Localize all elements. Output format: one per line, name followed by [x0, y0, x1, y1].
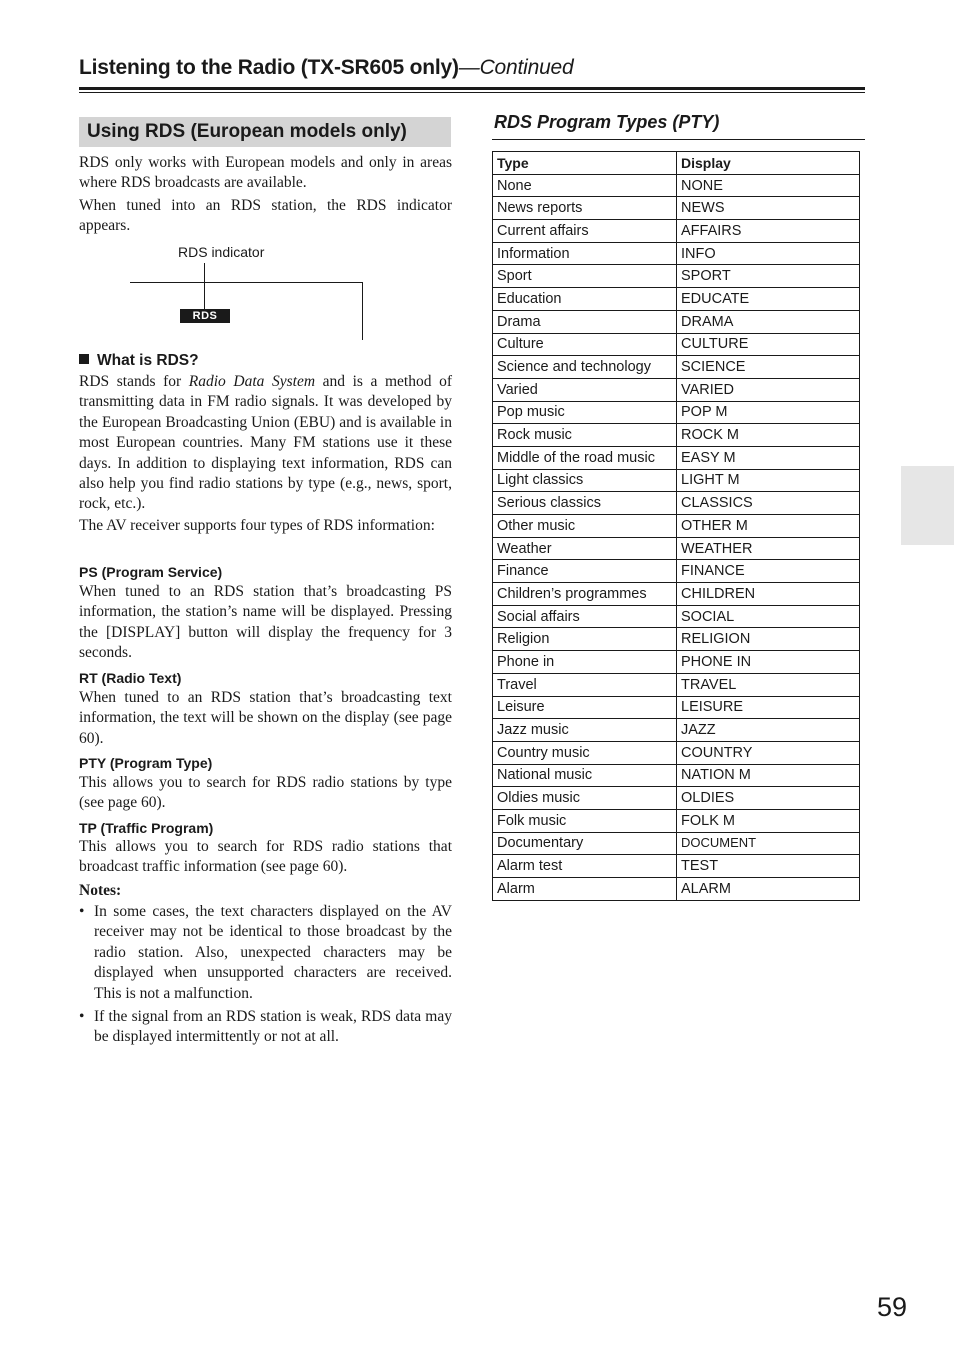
type-cell: National music [493, 764, 677, 787]
display-cell: WEATHER [677, 537, 860, 560]
display-cell: PHONE IN [677, 651, 860, 674]
type-cell: Religion [493, 628, 677, 651]
type-cell: Current affairs [493, 220, 677, 243]
header-rule-thin [79, 92, 865, 93]
display-cell: SCIENCE [677, 356, 860, 379]
table-row [493, 265, 860, 288]
table-row [493, 333, 860, 356]
table-row [493, 356, 860, 379]
type-cell: Drama [493, 310, 677, 333]
display-cell: RELIGION [677, 628, 860, 651]
type-cell: Documentary [493, 832, 677, 855]
type-cell: Social affairs [493, 605, 677, 628]
rds-indicator-label: RDS indicator [178, 244, 265, 260]
display-cell: ROCK M [677, 424, 860, 447]
type-cell: Country music [493, 741, 677, 764]
column-header-display: Display [677, 152, 860, 175]
table-row [493, 378, 860, 401]
table-row [493, 197, 860, 220]
type-cell: Rock music [493, 424, 677, 447]
display-cell: INFO [677, 242, 860, 265]
page-header-title [79, 56, 574, 80]
type-cell: Oldies music [493, 787, 677, 810]
table-row [493, 673, 860, 696]
type-cell: Culture [493, 333, 677, 356]
display-cell: SPORT [677, 265, 860, 288]
table-row [493, 560, 860, 583]
rt-text: When tuned to an RDS station that’s broadcasting text information, the text will be shown on the display (see page 60). [79, 689, 452, 747]
type-cell: Alarm test [493, 855, 677, 878]
display-outline-top [130, 282, 363, 283]
table-row [493, 492, 860, 515]
header-title-text: Listening to the Radio (TX-SR605 only) [79, 56, 459, 79]
display-cell: VARIED [677, 378, 860, 401]
table-row [493, 537, 860, 560]
type-cell: Leisure [493, 696, 677, 719]
type-cell: Other music [493, 515, 677, 538]
pty-text: This allows you to search for RDS radio stations by type (see page 60). [79, 774, 452, 812]
pty-table [492, 151, 860, 901]
pty-heading: PTY (Program Type) [79, 755, 213, 771]
page-number: 59 [877, 1292, 908, 1322]
table-row [493, 605, 860, 628]
table-row [493, 515, 860, 538]
type-cell: News reports [493, 197, 677, 220]
display-cell: FOLK M [677, 809, 860, 832]
rds-types-intro: The AV receiver supports four types of RDS information: [79, 517, 435, 534]
table-row [493, 696, 860, 719]
type-cell: Pop music [493, 401, 677, 424]
type-cell: Children’s programmes [493, 583, 677, 606]
display-cell: OTHER M [677, 515, 860, 538]
rt-heading: RT (Radio Text) [79, 670, 182, 686]
section-thumb-tab [901, 466, 954, 545]
display-cell: NONE [677, 174, 860, 197]
header-rule [79, 87, 865, 90]
type-cell: Serious classics [493, 492, 677, 515]
type-cell: Light classics [493, 469, 677, 492]
type-cell: Jazz music [493, 719, 677, 742]
table-row [493, 651, 860, 674]
display-cell: FINANCE [677, 560, 860, 583]
section-title: Using RDS (European models only) [87, 121, 407, 142]
table-row [493, 764, 860, 787]
type-cell: Phone in [493, 651, 677, 674]
table-row [493, 401, 860, 424]
table-row [493, 855, 860, 878]
type-cell: Science and technology [493, 356, 677, 379]
table-row [493, 832, 860, 855]
bullet-icon: • [79, 903, 85, 920]
display-cell: AFFAIRS [677, 220, 860, 243]
note-item: • If the signal from an RDS station is weak, RDS data may be displayed intermittently or not at all. [79, 1008, 452, 1046]
rds-indicator-badge: RDS [180, 309, 230, 323]
notes-heading: Notes: [79, 882, 122, 899]
table-row [493, 469, 860, 492]
type-cell: Information [493, 242, 677, 265]
display-cell: POP M [677, 401, 860, 424]
type-cell: Travel [493, 673, 677, 696]
type-cell: None [493, 174, 677, 197]
table-row [493, 878, 860, 901]
display-cell: CULTURE [677, 333, 860, 356]
type-cell: Sport [493, 265, 677, 288]
table-row [493, 288, 860, 311]
type-cell: Education [493, 288, 677, 311]
tp-text: This allows you to search for RDS radio stations that broadcast traffic information (see page 60). [79, 838, 452, 876]
what-is-rds-paragraph: RDS stands for Radio Data System and is a method of transmitting data in FM radio signals. It was developed by the European Broadcasting Union (EBU) and is available in most European countries. Many FM stations use it these days. In addition to displaying text information, RDS can also help you find radio stations by type (e.g., news, sport, rock, etc.). [79, 373, 452, 513]
display-cell: SOCIAL [677, 605, 860, 628]
table-row [493, 741, 860, 764]
type-cell: Folk music [493, 809, 677, 832]
display-cell: OLDIES [677, 787, 860, 810]
square-bullet-icon [79, 354, 89, 364]
type-cell: Alarm [493, 878, 677, 901]
display-cell: NEWS [677, 197, 860, 220]
display-cell: COUNTRY [677, 741, 860, 764]
display-cell: DOCUMENT [677, 832, 860, 855]
display-cell: DRAMA [677, 310, 860, 333]
ps-heading: PS (Program Service) [79, 564, 223, 580]
type-cell: Middle of the road music [493, 446, 677, 469]
display-cell: TEST [677, 855, 860, 878]
intro-paragraph-1: RDS only works with European models and only in areas where RDS broadcasts are available. [79, 154, 452, 192]
table-row [493, 628, 860, 651]
display-cell: CHILDREN [677, 583, 860, 606]
table-row [493, 242, 860, 265]
header-continued: —Continued [458, 56, 574, 79]
display-cell: CLASSICS [677, 492, 860, 515]
table-row [493, 310, 860, 333]
display-cell: LIGHT M [677, 469, 860, 492]
table-row [493, 220, 860, 243]
leader-line [204, 263, 205, 309]
bullet-icon: • [79, 1008, 85, 1025]
table-row [493, 787, 860, 810]
display-cell: TRAVEL [677, 673, 860, 696]
table-row [493, 446, 860, 469]
type-cell: Varied [493, 378, 677, 401]
ps-text: When tuned to an RDS station that’s broadcasting PS information, the station’s name will be displayed. Pressing the [DISPLAY] button will display the frequency for 3 seconds. [79, 583, 452, 662]
display-cell: JAZZ [677, 719, 860, 742]
display-outline-right [362, 282, 363, 340]
table-row [493, 174, 860, 197]
column-header-type: Type [493, 152, 677, 175]
note-item: • In some cases, the text characters displayed on the AV receiver may not be identical to those broadcast by the radio station. Also, unexpected characters may be displayed when unsupported characters are received. This is not a malfunction. [79, 903, 452, 1002]
table-row [493, 809, 860, 832]
intro-paragraph-2: When tuned into an RDS station, the RDS indicator appears. [79, 197, 452, 235]
pty-title-rule [492, 139, 865, 140]
what-is-rds-heading: What is RDS? [79, 352, 199, 370]
table-row [493, 719, 860, 742]
display-cell: NATION M [677, 764, 860, 787]
display-cell: EDUCATE [677, 288, 860, 311]
table-row [493, 583, 860, 606]
display-cell: ALARM [677, 878, 860, 901]
radio-data-system-italic: Radio Data System [188, 373, 316, 390]
type-cell: Finance [493, 560, 677, 583]
table-header-row [493, 152, 860, 175]
pty-table-title: RDS Program Types (PTY) [494, 112, 720, 132]
display-cell: EASY M [677, 446, 860, 469]
tp-heading: TP (Traffic Program) [79, 820, 214, 836]
type-cell: Weather [493, 537, 677, 560]
table-row [493, 424, 860, 447]
section-heading-box [79, 117, 451, 147]
display-cell: LEISURE [677, 696, 860, 719]
